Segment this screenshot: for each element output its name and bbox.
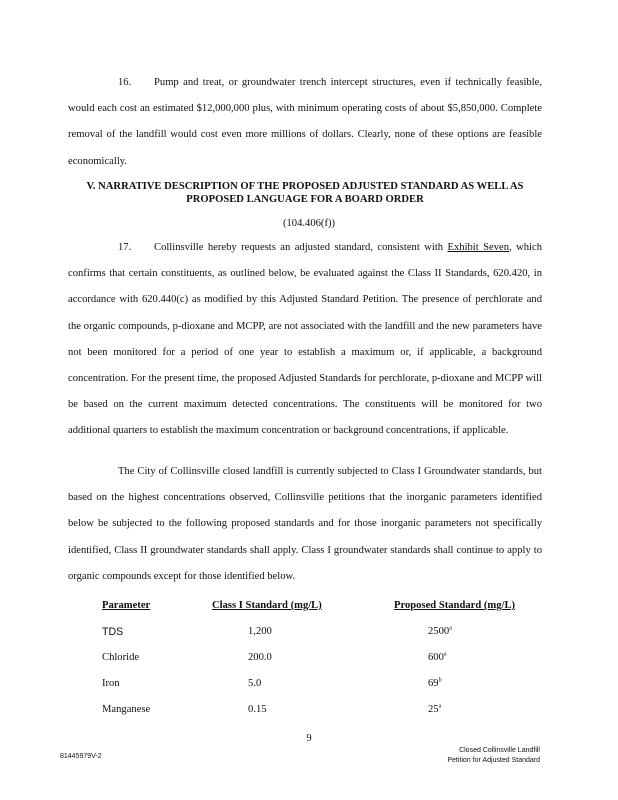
footnote-marker: a bbox=[443, 651, 447, 658]
paragraph-number: 16. bbox=[118, 77, 132, 88]
document-footer-title bbox=[447, 746, 540, 766]
paragraph-text: The City of Collinsville closed landfill is currently subjected to Class I Groundwater standards, but based on the highest concentrations observed, Collinsville petitions that the inorganic parameters identified below be subjected to the following proposed standards and for those inorganic parameters not specifically identified, Class II groundwater standards shall apply. Class I groundwater standards shall continue to apply to organic compounds except for those identified below. bbox=[68, 466, 542, 582]
document-id: 81445979V-2 bbox=[60, 753, 102, 760]
page-number: 9 bbox=[306, 733, 312, 744]
section-heading bbox=[68, 180, 542, 206]
footer-title-line-1: Closed Collinsville Landfill bbox=[459, 747, 540, 754]
cell-proposed bbox=[428, 626, 452, 637]
exhibit-reference: Exhibit Seven bbox=[447, 242, 510, 253]
section-citation: (104.406(f)) bbox=[282, 218, 336, 229]
cell-proposed bbox=[428, 678, 442, 689]
section-heading-line-1: V. NARRATIVE DESCRIPTION OF THE PROPOSED ADJUSTED STANDARD AS WELL AS bbox=[86, 181, 524, 192]
proposed-value: 25 bbox=[428, 704, 439, 715]
cell-class1: 200.0 bbox=[248, 652, 272, 663]
cell-class1: 0.15 bbox=[248, 704, 267, 715]
paragraph-text: Pump and treat, or groundwater trench intercept structures, even if technically feasible, would each cost an estimated $12,000,000 plus, with minimum operating costs of about $5,850,000. Complete removal of the landfill would cost even more millions of dollars. Clearly, none of these options are feasible economically. bbox=[68, 77, 542, 167]
proposed-value: 2500 bbox=[428, 626, 450, 637]
cell-parameter: Iron bbox=[102, 678, 120, 689]
cell-proposed bbox=[428, 652, 447, 663]
footnote-marker: b bbox=[438, 677, 442, 684]
paragraph-18 bbox=[68, 459, 542, 590]
col-header-proposed: Proposed Standard (mg/L) bbox=[394, 600, 516, 611]
cell-class1: 5.0 bbox=[248, 678, 262, 689]
footnote-marker: a bbox=[438, 703, 442, 710]
cell-parameter: TDS bbox=[102, 626, 124, 638]
footer-title-line-2: Petition for Adjusted Standard bbox=[447, 757, 540, 764]
cell-parameter: Chloride bbox=[102, 652, 140, 663]
section-heading-line-2: PROPOSED LANGUAGE FOR A BOARD ORDER bbox=[186, 194, 424, 205]
paragraph-text: , which confirms that certain constituents, as outlined below, be evaluated against the Class II Standards, 620.420, in accordance with 620.440(c) as modified by this Adjusted Standard Petition. The presence of perchlorate and the organic compounds, p-dioxane and MCPP, are not associated with the landfill and the new parameters have not been monitored for a period of one year to establish a maximum or, if applicable, a background concentration. For the present time, the proposed Adjusted Standards for perchlorate, p-dioxane and MCPP will be based on the current maximum detected concentrations. The constituents will be monitored for two additional quarters to establish the maximum concentration or background concentrations, if applicable. bbox=[68, 242, 542, 437]
paragraph-17 bbox=[68, 235, 542, 445]
paragraph-number: 17. bbox=[118, 242, 132, 253]
footnote-marker: a bbox=[449, 625, 452, 632]
cell-proposed bbox=[428, 704, 441, 715]
paragraph-lead: Collinsville hereby requests an adjusted standard, consistent with bbox=[154, 242, 448, 253]
proposed-value: 69 bbox=[428, 678, 439, 689]
paragraph-16 bbox=[68, 70, 542, 175]
proposed-value: 600 bbox=[428, 652, 444, 663]
col-header-class1: Class I Standard (mg/L) bbox=[212, 600, 322, 611]
cell-class1: 1,200 bbox=[248, 626, 272, 637]
cell-parameter: Manganese bbox=[102, 704, 151, 715]
col-header-parameter: Parameter bbox=[102, 600, 151, 611]
